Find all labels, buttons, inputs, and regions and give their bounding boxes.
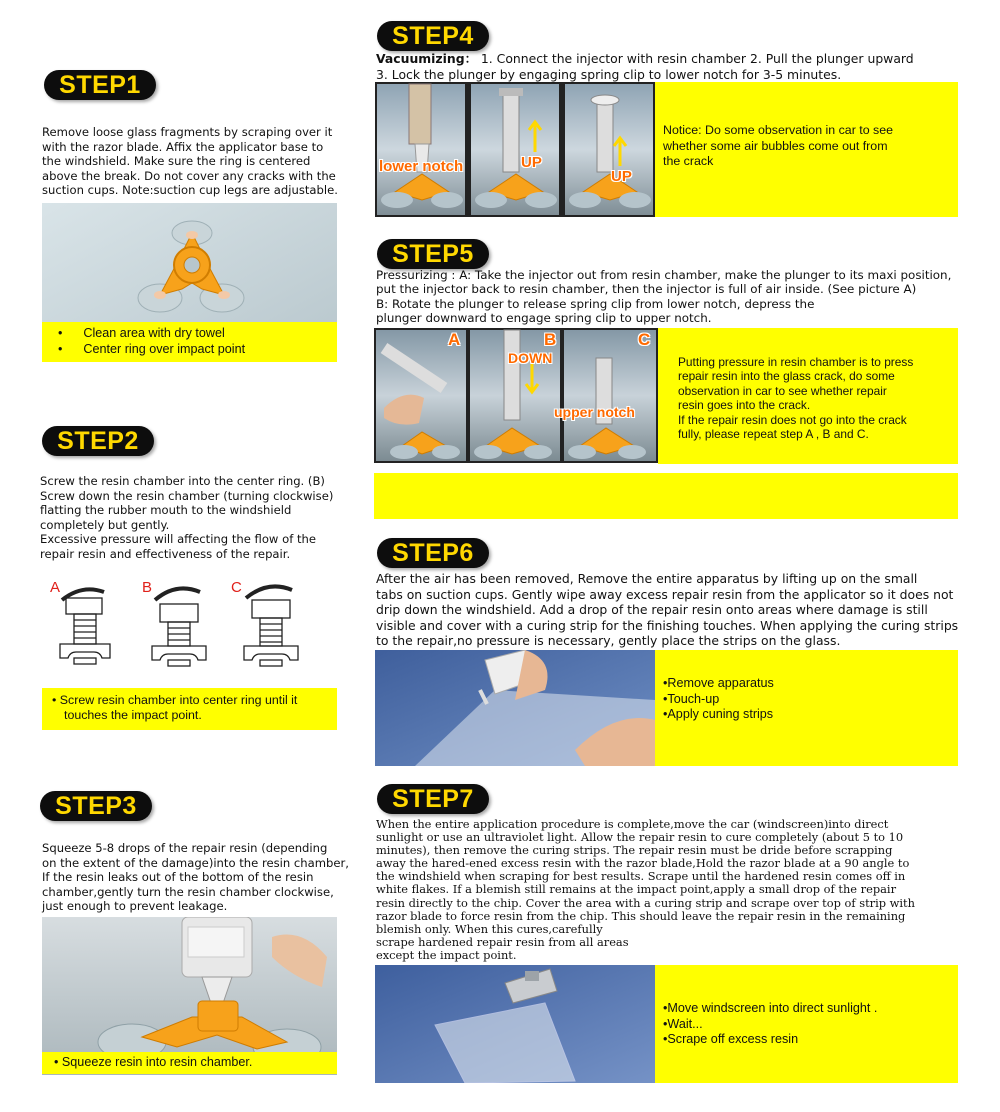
step5-instructions: Pressurizing : A: Take the injector out from resin chamber, make the plunger to its maxi position, put the injector back to resin chamber, then the injector is full of air inside. (See picture A) B: Rotate the plunger to release spring clip from lower notch, depress the plunger downward to engage spring clip to upper notch. bbox=[376, 268, 952, 326]
list-item: •Move windscreen into direct sunlight . bbox=[663, 1001, 878, 1015]
photo-letter-b: B bbox=[544, 330, 557, 349]
step6-badge: STEP6 bbox=[377, 538, 489, 568]
list-item: •Apply cuning strips bbox=[663, 707, 774, 722]
step7-razor-photo bbox=[375, 965, 655, 1083]
list-item: • Center ring over impact point bbox=[58, 342, 246, 356]
photo-label-up-1: UP bbox=[521, 154, 542, 171]
diagram-c bbox=[244, 586, 298, 666]
step5-badge: STEP5 bbox=[377, 239, 489, 269]
repeat-note-box bbox=[374, 473, 958, 519]
step2-badge: STEP2 bbox=[42, 426, 154, 456]
diagram-label-a: A bbox=[50, 579, 61, 596]
diagram-a bbox=[60, 589, 110, 664]
photo-letter-a: A bbox=[448, 330, 461, 349]
photo-label-upper-notch: upper notch bbox=[554, 404, 635, 420]
step1-tips-box bbox=[42, 322, 337, 362]
diagram-label-b: B bbox=[142, 579, 153, 596]
step4-photo-strip bbox=[375, 82, 655, 217]
list-item: touches the impact point. bbox=[64, 708, 202, 722]
step4-notice-box: Notice: Do some observation in car to see whether some air bubbles come out from the crack bbox=[655, 82, 958, 217]
step3-tip-box bbox=[42, 1052, 337, 1074]
step1-instructions: Remove loose glass fragments by scraping over it with the razor blade. Affix the applicator base to the windshield. Make sure the ring is centered above the break. Do not cover any cracks with the suction cups. Note:suction cup legs are adjustable. bbox=[42, 125, 338, 198]
step6-curing-strip-photo bbox=[375, 650, 655, 766]
list-item: • Screw resin chamber into center ring until it bbox=[52, 693, 298, 707]
list-item: •Scrape off excess resin bbox=[663, 1032, 799, 1047]
list-item: •Wait... bbox=[663, 1016, 703, 1031]
step3-instructions: Squeeze 5-8 drops of the repair resin (depending on the extent of the damage)into the resin chamber, If the resin leaks out of the bottom of the resin chamber,gently turn the resin chamber clockwise, just enough to prevent leakage. bbox=[42, 841, 349, 914]
step7-tips-box bbox=[655, 965, 958, 1083]
step2-screw-diagram bbox=[42, 570, 342, 680]
step5-photo-strip bbox=[374, 328, 658, 463]
photo-label-down: DOWN bbox=[508, 350, 553, 366]
step7-badge: STEP7 bbox=[377, 784, 489, 814]
step2-instructions: Screw the resin chamber into the center ring. (B) Screw down the resin chamber (turning clockwise) flatting the rubber mouth to the windshield completely but gently. Excessive pressure will affecting the flow of the repair resin and effectiveness of the repair. bbox=[40, 474, 334, 561]
step1-badge: STEP1 bbox=[44, 70, 156, 100]
photo-label-lower-notch: lower notch bbox=[379, 158, 464, 175]
step2-tip-box bbox=[42, 688, 337, 730]
list-item: • Squeeze resin into resin chamber. bbox=[54, 1055, 253, 1069]
step6-instructions: After the air has been removed, Remove the entire apparatus by lifting up on the small tabs on suction cups. Gently wipe away excess repair resin from the applicator so it does not drip down the windshield. Add a drop of the repair resin onto areas where damage is still visible and cover with a curing strip for the finishing touches. When applying the curing strips to the repair,no pressure is necessary, gently place the strips on the glass. bbox=[376, 571, 959, 649]
diagram-b bbox=[152, 588, 206, 666]
step3-badge: STEP3 bbox=[40, 791, 152, 821]
list-item: • Clean area with dry towel bbox=[58, 326, 225, 340]
list-item: •Remove apparatus bbox=[663, 676, 774, 690]
step4-label: Vacuumizing： bbox=[376, 51, 477, 66]
list-item: •Touch-up bbox=[663, 691, 720, 706]
step4-instructions: Vacuumizing： 1. Connect the injector with resin chamber 2. Pull the plunger upward 3. Lock the plunger by engaging spring clip to lower notch for 3-5 minutes. bbox=[376, 51, 914, 82]
diagram-label-c: C bbox=[231, 579, 242, 596]
step6-tips-box bbox=[655, 650, 958, 766]
step5-notice-box: Putting pressure in resin chamber is to press repair resin into the glass crack, do some observation in car to see whether repair resin goes into the crack. If the repair resin does not go into the crack fully, please repeat step A , B and C. bbox=[658, 328, 958, 464]
step4-badge: STEP4 bbox=[377, 21, 489, 51]
step7-instructions: When the entire application procedure is complete,move the car (windscreen)into direct sunlight or use an ultraviolet light. Allow the repair resin to cure completely (about 5 to 10 minutes), then remove the curing strips. The repair resin must be dride before scrapping away the hared-ened excess resin with the razor blade,Hold the razor blade at a 90 angle to the windshield when scraping for best results. Scrape until the hardened resin comes off in white flakes. If a blemish still remains at the impact point,apply a small drop of the repair resin directly to the chip. Cover the area with a curing strip and scrape over top of strip with razor blade to force resin from the chip. This should leave the repair resin in the remaining blemish only. When this cures,carefully scrape hardened repair resin from all areas except the impact point. bbox=[376, 817, 915, 962]
photo-letter-c: C bbox=[638, 330, 651, 349]
photo-label-up-2: UP bbox=[611, 168, 632, 185]
